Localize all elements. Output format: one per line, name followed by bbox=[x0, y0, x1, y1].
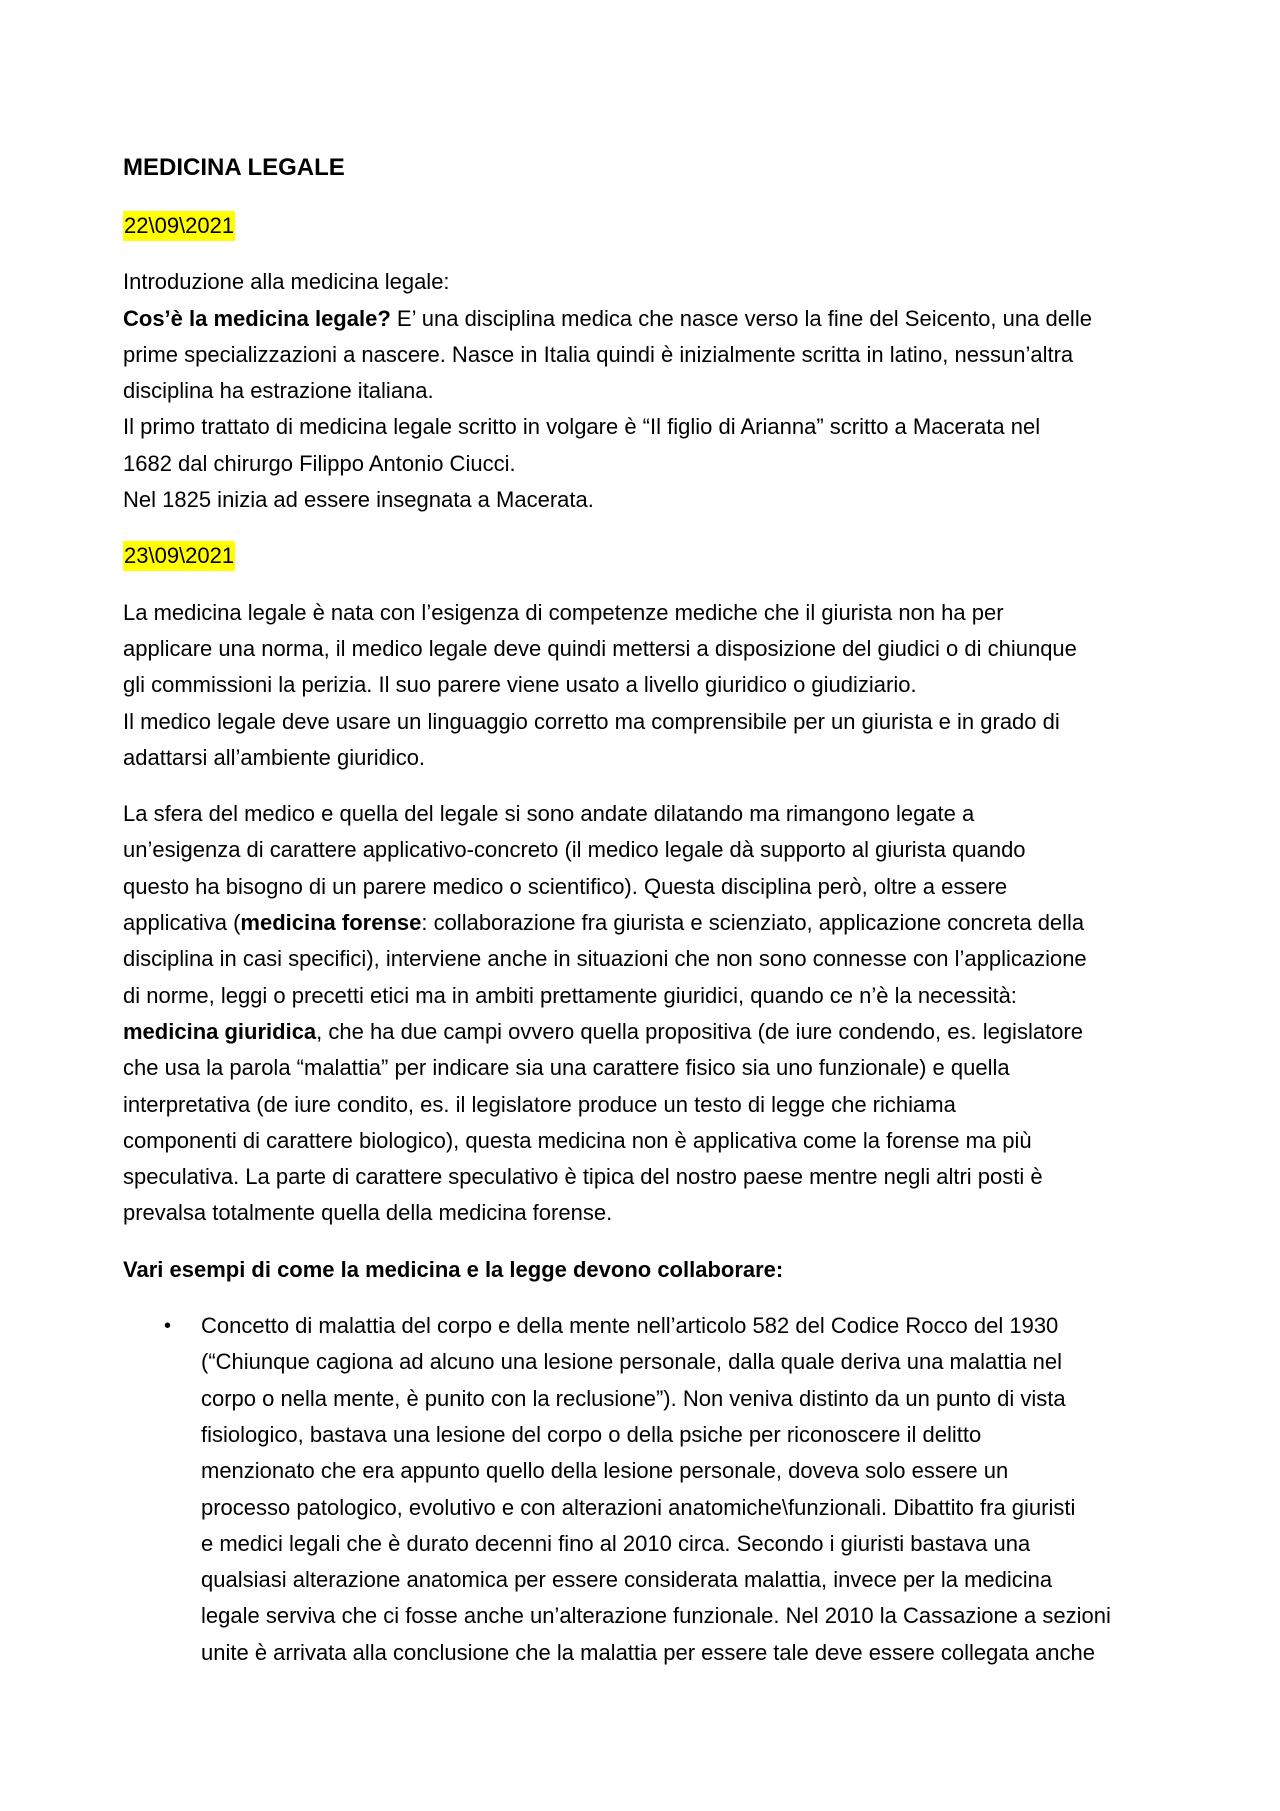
text-line: menzionato che era appunto quello della lesione personale, doveva solo essere un bbox=[201, 1458, 1009, 1484]
text-line: processo patologico, evolutivo e con alterazioni anatomiche\funzionali. Dibattito fra giuristi bbox=[201, 1494, 1076, 1520]
text-line: La medicina legale è nata con l’esigenza di competenze mediche che il giurista non ha per bbox=[123, 599, 1004, 625]
text-line: componenti di carattere biologico), questa medicina non è applicativa come la forense ma più bbox=[123, 1127, 1032, 1153]
text-line: gli commissioni la perizia. Il suo parere viene usato a livello giuridico o giudiziario. bbox=[123, 672, 917, 698]
page-title: MEDICINA LEGALE bbox=[123, 154, 345, 181]
text-line: prime specializzazioni a nascere. Nasce in Italia quindi è inizialmente scritta in latino, nessun’altra bbox=[123, 341, 1074, 367]
text-line: interpretativa (de iure condito, es. il legislatore produce un testo di legge che richiama bbox=[123, 1091, 956, 1117]
bold-question: Cos’è la medicina legale? bbox=[123, 305, 391, 331]
text-line: Il primo trattato di medicina legale scritto in volgare è “Il figlio di Arianna” scritto a Macerata nel bbox=[123, 414, 1041, 440]
paragraph-2 bbox=[123, 796, 1165, 1232]
text-line bbox=[123, 905, 1165, 941]
text-line: fisiologico, bastava una lesione del corpo o della psiche per riconoscere il delitto bbox=[201, 1421, 982, 1447]
text-line: Introduzione alla medicina legale: bbox=[123, 269, 450, 295]
date-highlight: 22\09\2021 bbox=[123, 211, 235, 241]
text-line: Nel 1825 inizia ad essere insegnata a Macerata. bbox=[123, 487, 594, 513]
text-span: : collaborazione fra giurista e scienziato, applicazione concreta della bbox=[421, 910, 1085, 936]
text-line: questo ha bisogno di un parere medico o scientifico). Questa disciplina però, oltre a essere bbox=[123, 873, 1008, 899]
text-line: applicare una norma, il medico legale deve quindi mettersi a disposizione del giudici o di chiunque bbox=[123, 635, 1077, 661]
text-span: E’ una disciplina medica che nasce verso la fine del Seicento, una delle bbox=[390, 305, 1092, 331]
list-item bbox=[123, 1308, 1165, 1671]
examples-list bbox=[123, 1308, 1165, 1671]
text-line: prevalsa totalmente quella della medicina forense. bbox=[123, 1200, 613, 1226]
text-line: che usa la parola “malattia” per indicare sia una carattere fisico sia uno funzionale) e quella bbox=[123, 1055, 1010, 1081]
text-span: , che ha due campi ovvero quella propositiva (de iure condendo, es. legislatore bbox=[316, 1018, 1083, 1044]
intro-paragraph bbox=[123, 264, 1165, 518]
text-line bbox=[123, 1014, 1165, 1050]
text-line: (“Chiunque cagiona ad alcuno una lesione personale, dalla quale deriva una malattia nel bbox=[201, 1349, 1063, 1375]
bold-term: medicina giuridica bbox=[123, 1018, 317, 1044]
text-line: disciplina in casi specifici), interviene anche in situazioni che non sono connesse con l’applicazione bbox=[123, 946, 1087, 972]
text-line: unite è arrivata alla conclusione che la malattia per essere tale deve essere collegata anche bbox=[201, 1639, 1095, 1665]
text-line bbox=[123, 301, 1165, 337]
date-section-2 bbox=[123, 538, 1165, 574]
text-line: 1682 dal chirurgo Filippo Antonio Ciucci. bbox=[123, 450, 516, 476]
bold-heading: Vari esempi di come la medicina e la legge devono collaborare: bbox=[123, 1256, 784, 1282]
text-line: qualsiasi alterazione anatomica per essere considerata malattia, invece per la medicina bbox=[201, 1567, 1053, 1593]
text-line: di norme, leggi o precetti etici ma in ambiti prettamente giuridici, quando ce n’è la necessità: bbox=[123, 982, 1017, 1008]
paragraph-1 bbox=[123, 595, 1165, 776]
text-span: applicativa ( bbox=[123, 910, 241, 936]
text-line: un’esigenza di carattere applicativo-concreto (il medico legale dà supporto al giurista quando bbox=[123, 837, 1026, 863]
date-highlight: 23\09\2021 bbox=[123, 541, 235, 571]
text-line: Il medico legale deve usare un linguaggio corretto ma comprensibile per un giurista e in grado di bbox=[123, 708, 1060, 734]
text-line: adattarsi all’ambiente giuridico. bbox=[123, 744, 426, 770]
document-page bbox=[123, 150, 1165, 1671]
text-line: disciplina ha estrazione italiana. bbox=[123, 378, 434, 404]
text-line: speculativa. La parte di carattere speculativo è tipica del nostro paese mentre negli altri posti è bbox=[123, 1164, 1043, 1190]
text-line: Concetto di malattia del corpo e della mente nell’articolo 582 del Codice Rocco del 1930 bbox=[201, 1313, 1059, 1339]
text-line: e medici legali che è durato decenni fino al 2010 circa. Secondo i giuristi bastava una bbox=[201, 1530, 1031, 1556]
text-line: legale serviva che ci fosse anche un’alterazione funzionale. Nel 2010 la Cassazione a sezioni bbox=[201, 1603, 1111, 1629]
text-line: corpo o nella mente, è punito con la reclusione”). Non veniva distinto da un punto di vista bbox=[201, 1385, 1066, 1411]
bullet-icon: • bbox=[164, 1315, 172, 1338]
bold-term: medicina forense bbox=[240, 910, 422, 936]
text-line: La sfera del medico e quella del legale si sono andate dilatando ma rimangono legate a bbox=[123, 801, 975, 827]
examples-heading bbox=[123, 1252, 1165, 1288]
date-section-1 bbox=[123, 208, 1165, 244]
